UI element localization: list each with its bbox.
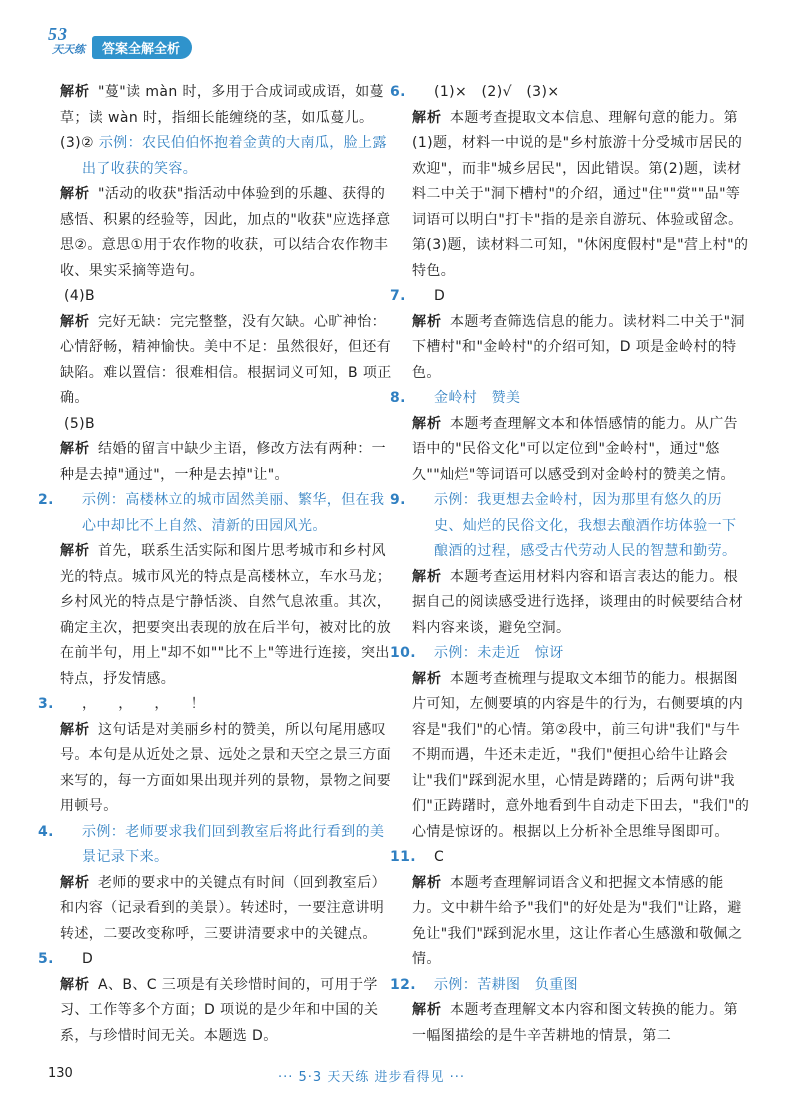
analysis-text: "活动的收获"指活动中体验到的乐趣、获得的感悟、积累的经验等，因此，加点的"收获"应选择意思②。意思①用于农作物的收获，可以结合农作物丰收、果实采摘等造句。 — [60, 186, 391, 279]
analysis-paragraph — [412, 106, 750, 285]
analysis-text: 老师的要求中的关键点有时间（回到教室后）和内容（记录看到的美景）。转述时，一要注意讲明转述，二要改变称呼，三要讲清要求中的关键点。 — [60, 874, 386, 942]
answer-text: ， ， ， ！ — [82, 696, 205, 712]
analysis-text: 本题考查理解文本内容和图文转换的能力。第一幅图描绘的是牛辛苦耕地的情景，第二 — [412, 1002, 738, 1044]
analysis-label: 解析 — [60, 186, 90, 202]
answer-item — [390, 973, 750, 999]
analysis-text: 本题考查运用材料内容和语言表达的能力。根据自己的阅读感受进行选择，谈理由的时候要结合材料内容来谈，避免空洞。 — [412, 568, 744, 636]
analysis-text: A、B、C 三项是有关珍惜时间的，可用于学习、工作等多个方面；D 项说的是少年和中国的关系，与珍惜时间无关。本题选 D。 — [60, 976, 379, 1044]
answer-text: 示例：农民伯伯怀抱着金黄的大南瓜，脸上露出了收获的笑容。 — [82, 135, 387, 177]
question-number: 8. — [390, 390, 406, 406]
analysis-text: "蔓"读 màn 时，多用于合成词或成语，如蔓草；读 wàn 时，指细长能缠绕的茎，如瓜蔓儿。 — [60, 84, 385, 126]
page-number: 130 — [48, 1066, 73, 1081]
question-number: 11. — [390, 849, 417, 865]
analysis-label: 解析 — [412, 313, 442, 330]
answer-item — [390, 641, 750, 667]
left-column — [38, 80, 395, 1049]
analysis-paragraph — [412, 310, 750, 387]
analysis-text: 本题考查梳理与提取文本细节的能力。根据图片可知，左侧要填的内容是牛的行为，右侧要填的内容是"我们"的心情。第②段中，前三句讲"我们"与牛不期而遇，牛还未走近，"我们"便担心给牛让路会让"我们"踩到泥水里，心情是踌躇的；后两句讲"我们"正踌躇时，意外地看到牛自动走下田去，"我们"的心情是惊讶的。根据以上分析补全思维导图即可。 — [412, 670, 750, 840]
answer-text: 示例：高楼林立的城市固然美丽、繁华，但在我心中却比不上自然、清新的田园风光。 — [82, 492, 385, 534]
analysis-label: 解析 — [412, 415, 442, 432]
analysis-label: 解析 — [412, 874, 442, 891]
answer-text: C — [434, 849, 445, 865]
analysis-text: 本题考查筛选信息的能力。读材料二中关于"洞下槽村"和"金岭村"的介绍可知，D 项是金岭村的特色。 — [412, 313, 745, 381]
analysis-paragraph — [412, 998, 750, 1049]
analysis-paragraph — [60, 539, 395, 692]
analysis-label: 解析 — [412, 670, 442, 687]
answer-text: D — [82, 951, 94, 967]
analysis-text: 这句话是对美丽乡村的赞美，所以句尾用感叹号。本句是从近处之景、远处之景和天空之景三方面来写的，每一方面如果出现并列的景物，景物之间要用顿号。 — [60, 721, 392, 814]
analysis-paragraph — [60, 718, 395, 820]
question-number: 5. — [38, 951, 54, 967]
analysis-text: 本题考查理解文本和体悟感情的能力。从广告语中的"民俗文化"可以定位到"金岭村"，通过"悠久""灿烂"等词语可以感受到对金岭村的赞美之情。 — [412, 415, 738, 483]
analysis-text: 结婚的留言中缺少主语，修改方法有两种：一种是去掉"通过"，一种是去掉"让"。 — [60, 441, 386, 483]
sub-label: (3)② — [60, 135, 94, 151]
analysis-label: 解析 — [60, 543, 90, 559]
analysis-paragraph — [60, 973, 395, 1050]
answer-subitem — [60, 131, 395, 182]
analysis-label: 解析 — [412, 109, 442, 126]
logo-bottom: 天天练 — [52, 44, 85, 56]
analysis-paragraph — [412, 565, 750, 642]
sub-answer: (5)B — [64, 415, 96, 432]
question-number: 10. — [390, 645, 417, 661]
answer-text: 示例：老师要求我们回到教室后将此行看到的美景记录下来。 — [82, 823, 385, 865]
answer-item — [390, 386, 750, 412]
analysis-text: 本题考查提取文本信息、理解句意的能力。第(1)题，材料一中说的是"乡村旅游十分受城市居民的欢迎"，而非"城乡居民"，因此错误。第(2)题，读材料二中关于"洞下槽村"的介绍，通过"住""赏""品"等词语可以明白"打卡"指的是亲自游玩、体验或留念。第(3)题，读材料二可知，"休闲度假村"是"营上村"的特色。 — [412, 109, 749, 279]
footer-slogan: ··· 5·3 天天练 进步看得见 ··· — [278, 1070, 465, 1085]
answer-text: D — [434, 288, 446, 304]
analysis-label: 解析 — [60, 721, 90, 738]
question-number: 7. — [390, 288, 406, 304]
answer-item — [390, 284, 750, 310]
question-number: 12. — [390, 976, 417, 993]
answer-text: 金岭村 赞美 — [434, 390, 521, 406]
analysis-text: 首先，联系生活实际和图片思考城市和乡村风光的特点。城市风光的特点是高楼林立，车水马龙；乡村风光的特点是宁静恬淡、自然气息浓重。其次，确定主次，把要突出表现的放在后半句，被对比的放在前半句，用上"却不如""比不上"等进行连接，突出特点，抒发情感。 — [60, 543, 392, 687]
answer-text: 示例：我更想去金岭村，因为那里有悠久的历史、灿烂的民俗文化，我想去酿酒作坊体验一下酿酒的过程，感受古代劳动人民的智慧和勤劳。 — [434, 492, 737, 559]
answer-item — [390, 80, 750, 106]
analysis-text: 本题考查理解词语含义和把握文本情感的能力。文中耕牛给予"我们"的好处是为"我们"让路，避免让"我们"踩到泥水里，这让作者心生感激和敬佩之情。 — [412, 874, 743, 967]
logo-top: 53 — [48, 24, 68, 44]
answer-item — [38, 488, 395, 539]
analysis-paragraph — [412, 412, 750, 489]
page-footer — [0, 1066, 800, 1086]
answer-item — [390, 845, 750, 871]
answer-text: 示例：未走近 惊讶 — [434, 645, 564, 661]
right-column — [390, 80, 750, 1049]
answer-item — [38, 947, 395, 973]
analysis-paragraph — [60, 437, 395, 488]
analysis-paragraph — [60, 80, 395, 131]
analysis-paragraph — [60, 871, 395, 948]
analysis-label: 解析 — [60, 441, 90, 457]
analysis-label: 解析 — [60, 874, 90, 891]
analysis-paragraph — [412, 871, 750, 973]
analysis-label: 解析 — [60, 313, 90, 330]
analysis-label: 解析 — [412, 568, 442, 585]
sub-answer: (4)B — [64, 288, 96, 304]
question-number: 2. — [38, 492, 54, 508]
answer-text: 示例：苦耕图 负重图 — [434, 976, 578, 993]
analysis-text: 完好无缺：完完整整，没有欠缺。心旷神怡：心情舒畅，精神愉快。美中不足：虽然很好，但还有缺陷。难以置信：很难相信。根据词义可知，B 项正确。 — [60, 313, 392, 406]
question-number: 9. — [390, 492, 406, 508]
analysis-label: 解析 — [60, 976, 90, 993]
analysis-paragraph — [60, 310, 395, 412]
analysis-paragraph — [60, 182, 395, 284]
analysis-paragraph — [412, 667, 750, 846]
answer-item — [390, 488, 750, 565]
section-banner: 答案全解全析 — [92, 36, 192, 59]
question-number: 4. — [38, 823, 54, 840]
question-number: 6. — [390, 84, 406, 100]
brand-logo — [48, 24, 92, 61]
analysis-label: 解析 — [412, 1002, 442, 1018]
answer-item — [38, 820, 395, 871]
answer-item — [38, 692, 395, 718]
answer-text: (1)× (2)√ (3)× — [434, 84, 560, 100]
question-number: 3. — [38, 696, 54, 712]
analysis-label: 解析 — [60, 84, 90, 100]
